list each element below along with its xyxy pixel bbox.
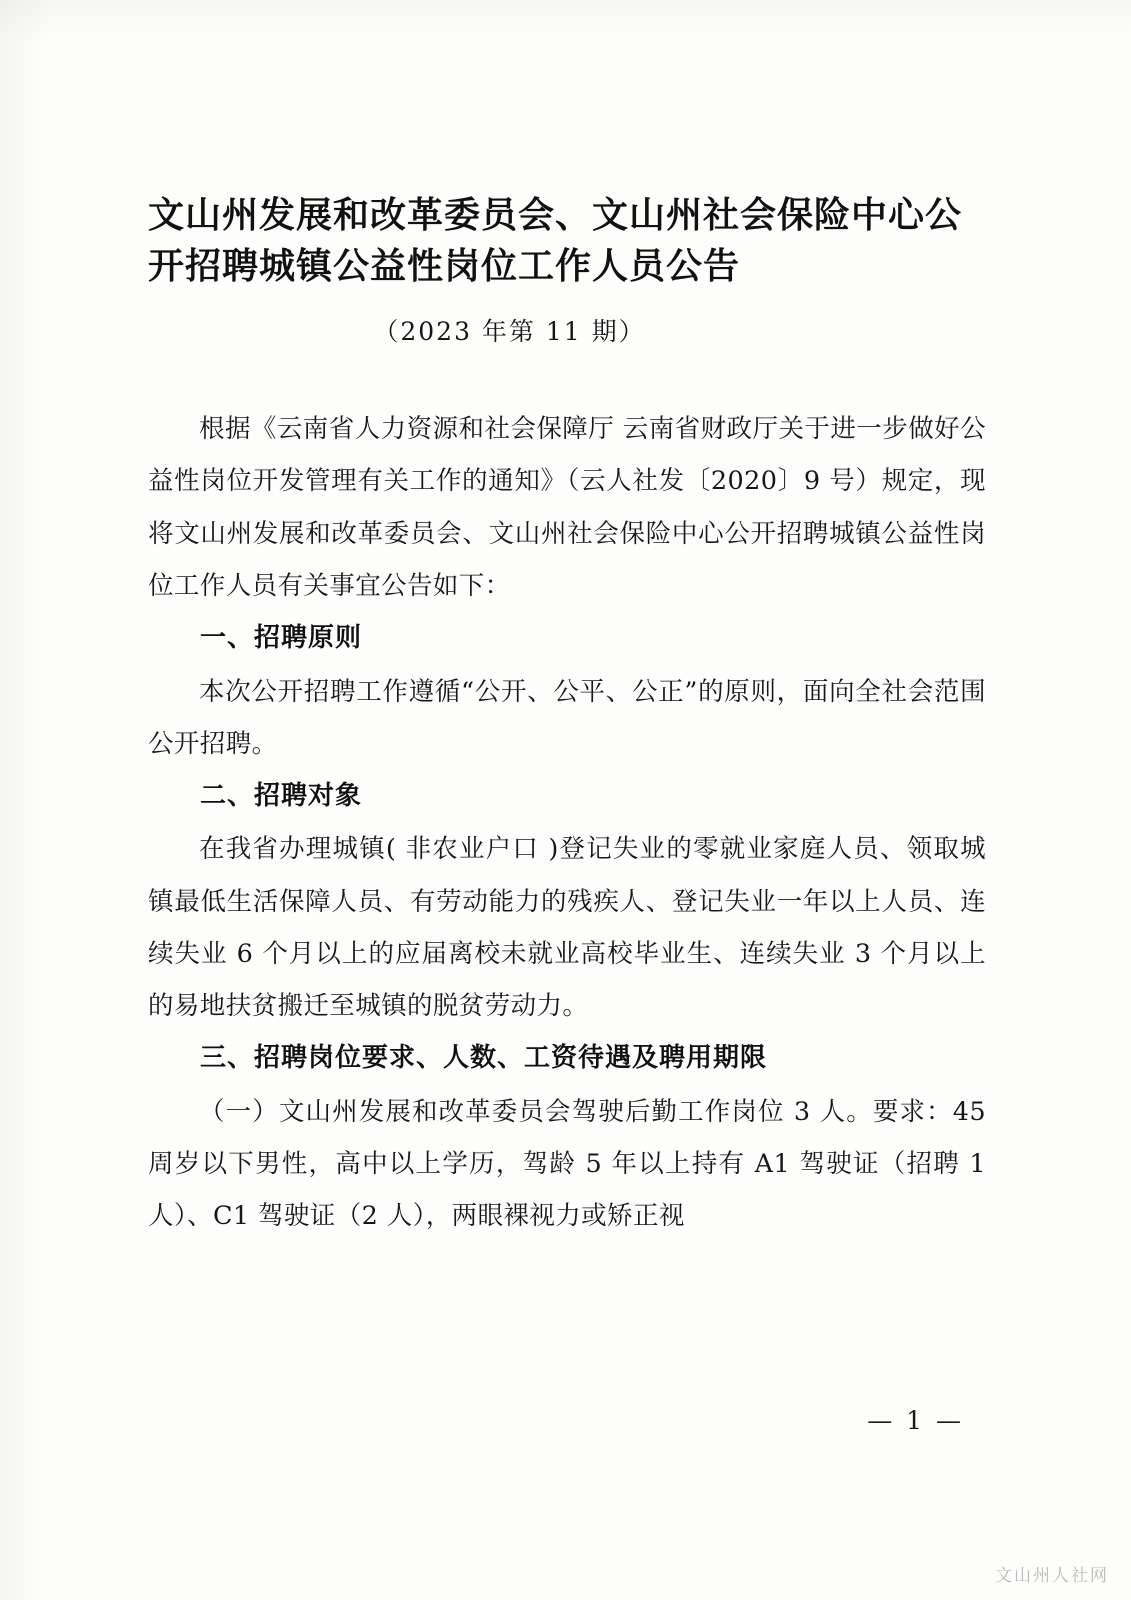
section-heading-3: 三、招聘岗位要求、人数、工资待遇及聘用期限 xyxy=(200,1043,768,1074)
scan-edge-shading-left xyxy=(0,0,46,1600)
page-title: 文山州发展和改革委员会、文山州社会保险中心公开招聘城镇公益性岗位工作人员公告 xyxy=(148,194,963,288)
section-1-paragraph-1: 本次公开招聘工作遵循“公开、公平、公正”的原则，面向全社会范围公开招聘。 xyxy=(148,676,986,759)
section-2-paragraph-1: 在我省办理城镇( 非农业户口 )登记失业的零就业家庭人员、领取城镇最低生活保障人员、有劳动能力的残疾人、登记失业一年以上人员、连续失业 6 个月以上的应届离校未就业高校毕业生、连续失业 3 个月以上的易地扶贫搬迁至城镇的脱贫劳动力。 xyxy=(148,834,986,1022)
section-heading-2: 二、招聘对象 xyxy=(200,781,363,812)
watermark-text: 文山州人社网 xyxy=(995,1566,1109,1586)
document-body xyxy=(148,0,986,1600)
document-issue-number: （2023 年第 11 期） xyxy=(373,317,646,347)
section-heading-1: 一、招聘原则 xyxy=(200,623,363,654)
intro-paragraph: 根据《云南省人力资源和社会保障厅 云南省财政厅关于进一步做好公益性岗位开发管理有关工作的通知》（云人社发〔2020〕9 号）规定，现将文山州发展和改革委员会、文山州社会保险中心公开招聘城镇公益性岗位工作人员有关事宜公告如下： xyxy=(148,414,986,602)
document-content xyxy=(148,349,986,1242)
section-3-paragraph-1: （一）文山州发展和改革委员会驾驶后勤工作岗位 3 人。要求：45 周岁以下男性，高中以上学历，驾龄 5 年以上持有 A1 驾驶证（招聘 1 人）、C1 驾驶证（2 人），两眼裸视力或矫正视 xyxy=(148,1096,986,1232)
page-number: — 1 — xyxy=(867,1406,964,1435)
